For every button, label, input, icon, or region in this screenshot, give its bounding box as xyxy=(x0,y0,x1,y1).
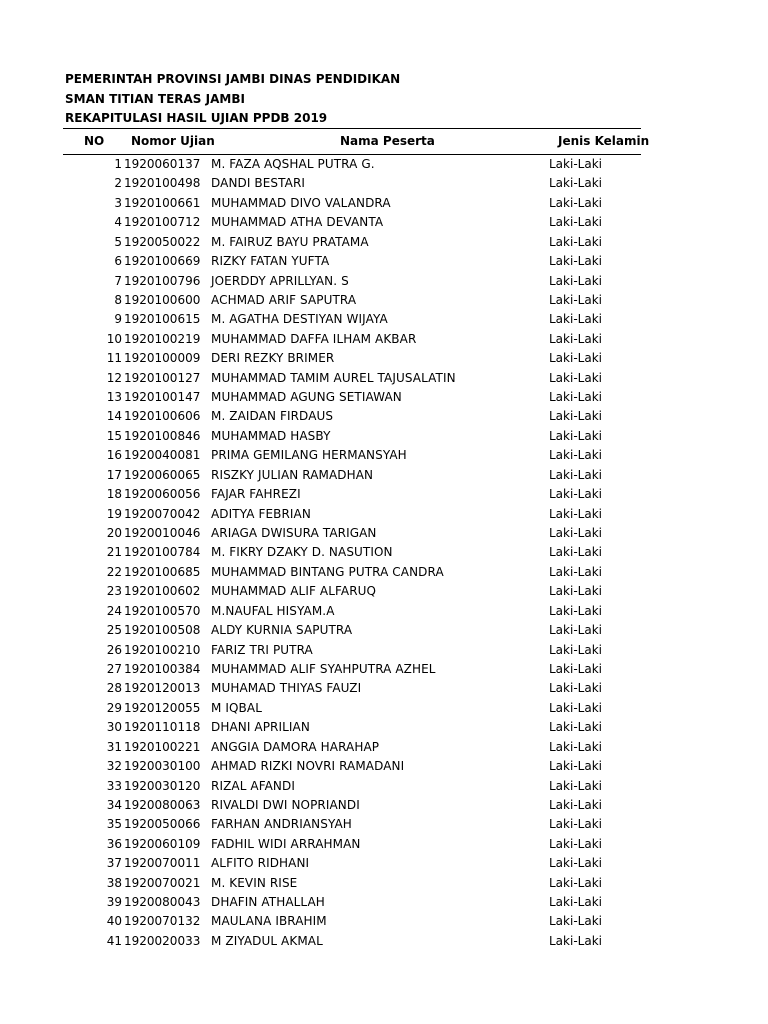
exam-number: 1920100796 xyxy=(124,273,201,288)
gender: Laki-Laki xyxy=(549,292,602,307)
participant-name: MUHAMMAD ALIF ALFARUQ xyxy=(211,584,377,599)
participant-name: PRIMA GEMILANG HERMANSYAH xyxy=(211,448,407,463)
exam-number: 1920100606 xyxy=(124,409,201,424)
exam-number: 1920100669 xyxy=(124,254,201,269)
gender: Laki-Laki xyxy=(549,797,602,812)
gender: Laki-Laki xyxy=(549,700,602,715)
participant-name: MUHAMMAD AGUNG SETIAWAN xyxy=(211,390,402,405)
exam-number: 1920070021 xyxy=(124,875,201,890)
participant-name: ADITYA FEBRIAN xyxy=(211,506,311,521)
gender: Laki-Laki xyxy=(549,564,602,579)
table-row xyxy=(0,252,768,271)
column-header-jenis-kelamin: Jenis Kelamin xyxy=(558,134,650,148)
gender: Laki-Laki xyxy=(549,603,602,618)
exam-number: 1920100661 xyxy=(124,195,201,210)
row-number: 15 xyxy=(106,428,122,443)
gender: Laki-Laki xyxy=(549,312,602,327)
row-number: 25 xyxy=(106,623,122,638)
participant-name: M IQBAL xyxy=(211,700,262,715)
gender: Laki-Laki xyxy=(549,836,602,851)
exam-number: 1920060109 xyxy=(124,836,201,851)
table-row xyxy=(0,330,768,349)
table-row xyxy=(0,777,768,796)
participant-name: ANGGIA DAMORA HARAHAP xyxy=(211,739,380,754)
participant-name: ALFITO RIDHANI xyxy=(211,856,310,871)
gender: Laki-Laki xyxy=(549,506,602,521)
exam-number: 1920120055 xyxy=(124,700,201,715)
participant-name: FAJAR FAHREZI xyxy=(211,487,301,502)
row-number: 33 xyxy=(106,778,122,793)
exam-number: 1920100210 xyxy=(124,642,201,657)
exam-number: 1920100384 xyxy=(124,661,201,676)
table-row xyxy=(0,679,768,698)
row-number: 19 xyxy=(106,506,122,521)
table-row xyxy=(0,291,768,310)
table-row xyxy=(0,641,768,660)
gender: Laki-Laki xyxy=(549,914,602,929)
table-row xyxy=(0,310,768,329)
row-number: 36 xyxy=(106,836,122,851)
row-number: 1 xyxy=(114,157,122,171)
table-row xyxy=(0,874,768,893)
row-number: 30 xyxy=(106,720,122,735)
table-row xyxy=(0,854,768,873)
table-row xyxy=(0,563,768,582)
gender: Laki-Laki xyxy=(549,720,602,735)
row-number: 29 xyxy=(106,700,122,715)
row-number: 27 xyxy=(106,661,122,676)
row-number: 9 xyxy=(114,312,122,327)
table-row xyxy=(0,407,768,426)
exam-number: 1920100602 xyxy=(124,584,201,599)
table-row xyxy=(0,757,768,776)
participant-name: RIZKY FATAN YUFTA xyxy=(211,254,330,269)
gender: Laki-Laki xyxy=(549,448,602,463)
gender: Laki-Laki xyxy=(549,157,602,171)
participant-name: MUHAMMAD ATHA DEVANTA xyxy=(211,215,384,230)
participant-name: M ZIYADUL AKMAL xyxy=(211,933,323,948)
row-number: 26 xyxy=(106,642,122,657)
participant-name: M.NAUFAL HISYAM.A xyxy=(211,603,335,618)
exam-number: 1920100846 xyxy=(124,428,201,443)
row-number: 16 xyxy=(106,448,122,463)
table-row xyxy=(0,912,768,931)
exam-number: 1920030100 xyxy=(124,759,201,774)
gender: Laki-Laki xyxy=(549,526,602,541)
gender: Laki-Laki xyxy=(549,467,602,482)
exam-number: 1920070132 xyxy=(124,914,201,929)
participant-name: M. KEVIN RISE xyxy=(211,875,298,890)
gender: Laki-Laki xyxy=(549,487,602,502)
table-row xyxy=(0,602,768,621)
exam-number: 1920020033 xyxy=(124,933,201,948)
row-number: 32 xyxy=(106,759,122,774)
participant-name: DANDI BESTARI xyxy=(211,176,306,191)
table-row xyxy=(0,155,768,174)
exam-number: 1920040081 xyxy=(124,448,201,463)
participant-name: MUHAMAD THIYAS FAUZI xyxy=(211,681,362,696)
gender: Laki-Laki xyxy=(549,817,602,832)
exam-number: 1920060065 xyxy=(124,467,201,482)
gender: Laki-Laki xyxy=(549,545,602,560)
gender: Laki-Laki xyxy=(549,370,602,385)
table-row xyxy=(0,815,768,834)
table-row xyxy=(0,369,768,388)
row-number: 13 xyxy=(106,390,122,405)
table-row xyxy=(0,621,768,640)
exam-number: 1920100685 xyxy=(124,564,201,579)
header-title: REKAPITULASI HASIL UJIAN PPDB 2019 xyxy=(65,111,328,125)
table-row xyxy=(0,485,768,504)
exam-number: 1920100600 xyxy=(124,292,201,307)
gender: Laki-Laki xyxy=(549,642,602,657)
exam-number: 1920100219 xyxy=(124,331,201,346)
row-number: 21 xyxy=(106,545,122,560)
participant-name: M. FIKRY DZAKY D. NASUTION xyxy=(211,545,393,560)
gender: Laki-Laki xyxy=(549,351,602,366)
gender: Laki-Laki xyxy=(549,428,602,443)
row-number: 3 xyxy=(114,195,122,210)
table-row xyxy=(0,466,768,485)
gender: Laki-Laki xyxy=(549,681,602,696)
gender: Laki-Laki xyxy=(549,759,602,774)
header-government: PEMERINTAH PROVINSI JAMBI DINAS PENDIDIKAN xyxy=(65,72,401,86)
row-number: 20 xyxy=(106,526,122,541)
participant-name: AHMAD RIZKI NOVRI RAMADANI xyxy=(211,759,405,774)
participant-name: RIVALDI DWI NOPRIANDI xyxy=(211,797,360,812)
table-top-rule xyxy=(63,128,641,129)
gender: Laki-Laki xyxy=(549,176,602,191)
row-number: 5 xyxy=(114,234,122,249)
gender: Laki-Laki xyxy=(549,390,602,405)
gender: Laki-Laki xyxy=(549,273,602,288)
exam-number: 1920100221 xyxy=(124,739,201,754)
row-number: 41 xyxy=(106,933,122,948)
row-number: 23 xyxy=(106,584,122,599)
exam-number: 1920070042 xyxy=(124,506,201,521)
participant-name: ALDY KURNIA SAPUTRA xyxy=(211,623,353,638)
participant-name: MUHAMMAD DAFFA ILHAM AKBAR xyxy=(211,331,417,346)
row-number: 6 xyxy=(114,254,122,269)
gender: Laki-Laki xyxy=(549,875,602,890)
exam-number: 1920060056 xyxy=(124,487,201,502)
gender: Laki-Laki xyxy=(549,895,602,910)
participant-name: MUHAMMAD TAMIM AUREL TAJUSALATIN xyxy=(211,370,456,385)
gender: Laki-Laki xyxy=(549,739,602,754)
row-number: 11 xyxy=(106,351,122,366)
exam-number: 1920100508 xyxy=(124,623,201,638)
gender: Laki-Laki xyxy=(549,661,602,676)
participant-name: M. FAIRUZ BAYU PRATAMA xyxy=(211,234,369,249)
table-row xyxy=(0,835,768,854)
participant-name: ACHMAD ARIF SAPUTRA xyxy=(211,292,357,307)
participant-name: JOERDDY APRILLYAN. S xyxy=(211,273,349,288)
row-number: 34 xyxy=(106,797,122,812)
table-row xyxy=(0,505,768,524)
exam-number: 1920010046 xyxy=(124,526,201,541)
table-row xyxy=(0,699,768,718)
table-row xyxy=(0,233,768,252)
exam-number: 1920050066 xyxy=(124,817,201,832)
participant-name: RISZKY JULIAN RAMADHAN xyxy=(211,467,374,482)
row-number: 10 xyxy=(106,331,122,346)
exam-number: 1920100009 xyxy=(124,351,201,366)
row-number: 7 xyxy=(114,273,122,288)
gender: Laki-Laki xyxy=(549,409,602,424)
exam-number: 1920110118 xyxy=(124,720,201,735)
table-row xyxy=(0,543,768,562)
table-row xyxy=(0,427,768,446)
row-number: 12 xyxy=(106,370,122,385)
row-number: 4 xyxy=(114,215,122,230)
table-row xyxy=(0,932,768,951)
exam-number: 1920080043 xyxy=(124,895,201,910)
column-header-nomor-ujian: Nomor Ujian xyxy=(131,134,215,148)
table-row xyxy=(0,893,768,912)
participant-name: MUHAMMAD DIVO VALANDRA xyxy=(211,195,391,210)
gender: Laki-Laki xyxy=(549,234,602,249)
participant-name: RIZAL AFANDI xyxy=(211,778,295,793)
row-number: 28 xyxy=(106,681,122,696)
table-row xyxy=(0,738,768,757)
participant-name: M. FAZA AQSHAL PUTRA G. xyxy=(211,157,375,171)
gender: Laki-Laki xyxy=(549,195,602,210)
participant-name: DHAFIN ATHALLAH xyxy=(211,895,325,910)
table-row xyxy=(0,388,768,407)
header-school: SMAN TITIAN TERAS JAMBI xyxy=(65,92,245,106)
column-header-nama-peserta: Nama Peserta xyxy=(340,134,435,148)
participant-name: MAULANA IBRAHIM xyxy=(211,914,327,929)
table-body xyxy=(0,155,768,951)
row-number: 8 xyxy=(114,292,122,307)
gender: Laki-Laki xyxy=(549,778,602,793)
table-row xyxy=(0,524,768,543)
gender: Laki-Laki xyxy=(549,331,602,346)
row-number: 39 xyxy=(106,895,122,910)
gender: Laki-Laki xyxy=(549,254,602,269)
row-number: 24 xyxy=(106,603,122,618)
row-number: 17 xyxy=(106,467,122,482)
exam-number: 1920070011 xyxy=(124,856,201,871)
participant-name: ARIAGA DWISURA TARIGAN xyxy=(211,526,377,541)
table-row xyxy=(0,660,768,679)
row-number: 35 xyxy=(106,817,122,832)
column-header-no: NO xyxy=(84,134,105,148)
participant-name: M. ZAIDAN FIRDAUS xyxy=(211,409,334,424)
participant-name: M. AGATHA DESTIYAN WIJAYA xyxy=(211,312,388,327)
row-number: 18 xyxy=(106,487,122,502)
row-number: 38 xyxy=(106,875,122,890)
exam-number: 1920100147 xyxy=(124,390,201,405)
table-row xyxy=(0,582,768,601)
exam-number: 1920080063 xyxy=(124,797,201,812)
row-number: 2 xyxy=(114,176,122,191)
gender: Laki-Laki xyxy=(549,215,602,230)
table-row xyxy=(0,718,768,737)
table-row xyxy=(0,194,768,213)
gender: Laki-Laki xyxy=(549,584,602,599)
exam-number: 1920100570 xyxy=(124,603,201,618)
row-number: 14 xyxy=(106,409,122,424)
participant-name: FARHAN ANDRIANSYAH xyxy=(211,817,352,832)
gender: Laki-Laki xyxy=(549,623,602,638)
exam-number: 1920100498 xyxy=(124,176,201,191)
table-row xyxy=(0,174,768,193)
exam-number: 1920100712 xyxy=(124,215,201,230)
exam-number: 1920100784 xyxy=(124,545,201,560)
participant-name: MUHAMMAD ALIF SYAHPUTRA AZHEL xyxy=(211,661,436,676)
row-number: 22 xyxy=(106,564,122,579)
exam-number: 1920050022 xyxy=(124,234,201,249)
table-row xyxy=(0,213,768,232)
table-row xyxy=(0,446,768,465)
row-number: 31 xyxy=(106,739,122,754)
table-row xyxy=(0,349,768,368)
participant-name: FADHIL WIDI ARRAHMAN xyxy=(211,836,361,851)
gender: Laki-Laki xyxy=(549,933,602,948)
row-number: 40 xyxy=(106,914,122,929)
exam-number: 1920100127 xyxy=(124,370,201,385)
participant-name: FARIZ TRI PUTRA xyxy=(211,642,313,657)
table-row xyxy=(0,272,768,291)
participant-name: DERI REZKY BRIMER xyxy=(211,351,335,366)
gender: Laki-Laki xyxy=(549,856,602,871)
participant-name: MUHAMMAD HASBY xyxy=(211,428,331,443)
exam-number: 1920060137 xyxy=(124,157,201,171)
participant-name: DHANI APRILIAN xyxy=(211,720,310,735)
table-row xyxy=(0,796,768,815)
row-number: 37 xyxy=(106,856,122,871)
exam-number: 1920030120 xyxy=(124,778,201,793)
exam-number: 1920100615 xyxy=(124,312,201,327)
exam-number: 1920120013 xyxy=(124,681,201,696)
participant-name: MUHAMMAD BINTANG PUTRA CANDRA xyxy=(211,564,444,579)
